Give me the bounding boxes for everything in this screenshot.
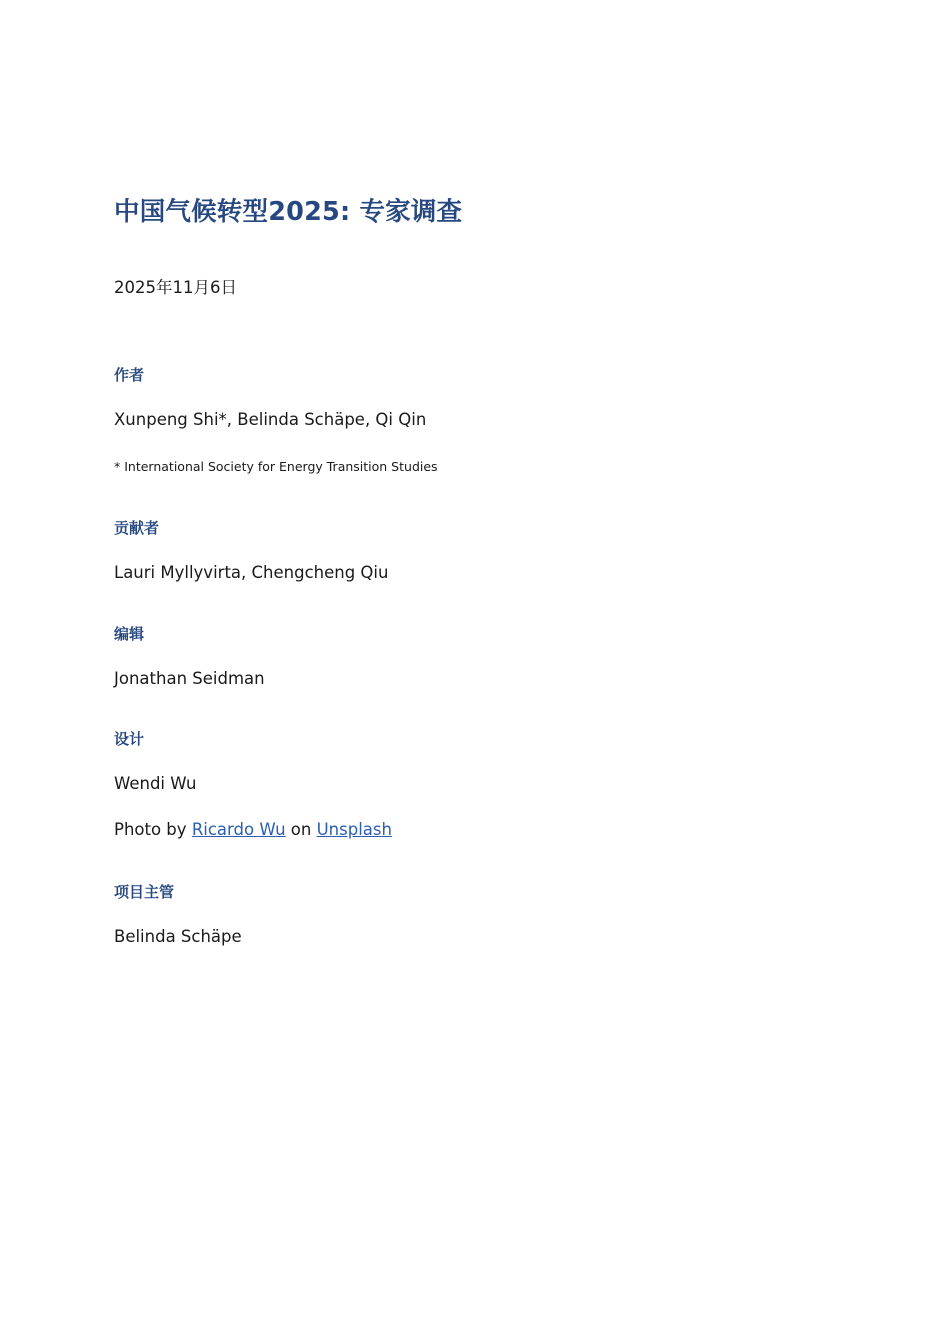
page-title: 中国气候转型2025: 专家调查 [114,197,463,227]
section-editor [114,624,834,691]
section-heading-authors: 作者 [114,366,145,385]
document-content [114,196,834,949]
section-contributors [114,518,834,585]
section-authors [114,365,834,475]
section-body-editor: Jonathan Seidman [114,668,265,688]
section-heading-design: 设计 [114,729,145,748]
photo-credit-connector: on [290,820,312,840]
section-project-lead [114,882,834,949]
section-heading-project-lead: 项目主管 [114,883,175,902]
section-design [114,729,834,843]
publication-date: 2025年11月6日 [114,278,237,298]
section-body-contributors: Lauri Myllyvirta, Chengcheng Qiu [114,562,389,582]
photo-source-link[interactable]: Unsplash [316,820,392,840]
section-heading-editor: 编辑 [114,624,145,643]
section-body-project-lead: Belinda Schäpe [114,927,242,947]
authors-footnote: * International Society for Energy Transition Studies [114,459,438,475]
section-heading-contributors: 贡献者 [114,518,160,537]
photo-credit [114,818,834,842]
section-body-authors: Xunpeng Shi*, Belinda Schäpe, Qi Qin [114,410,427,430]
photographer-link[interactable]: Ricardo Wu [191,820,286,840]
section-body-design: Wendi Wu [114,773,197,793]
photo-credit-prefix: Photo by [114,820,187,840]
